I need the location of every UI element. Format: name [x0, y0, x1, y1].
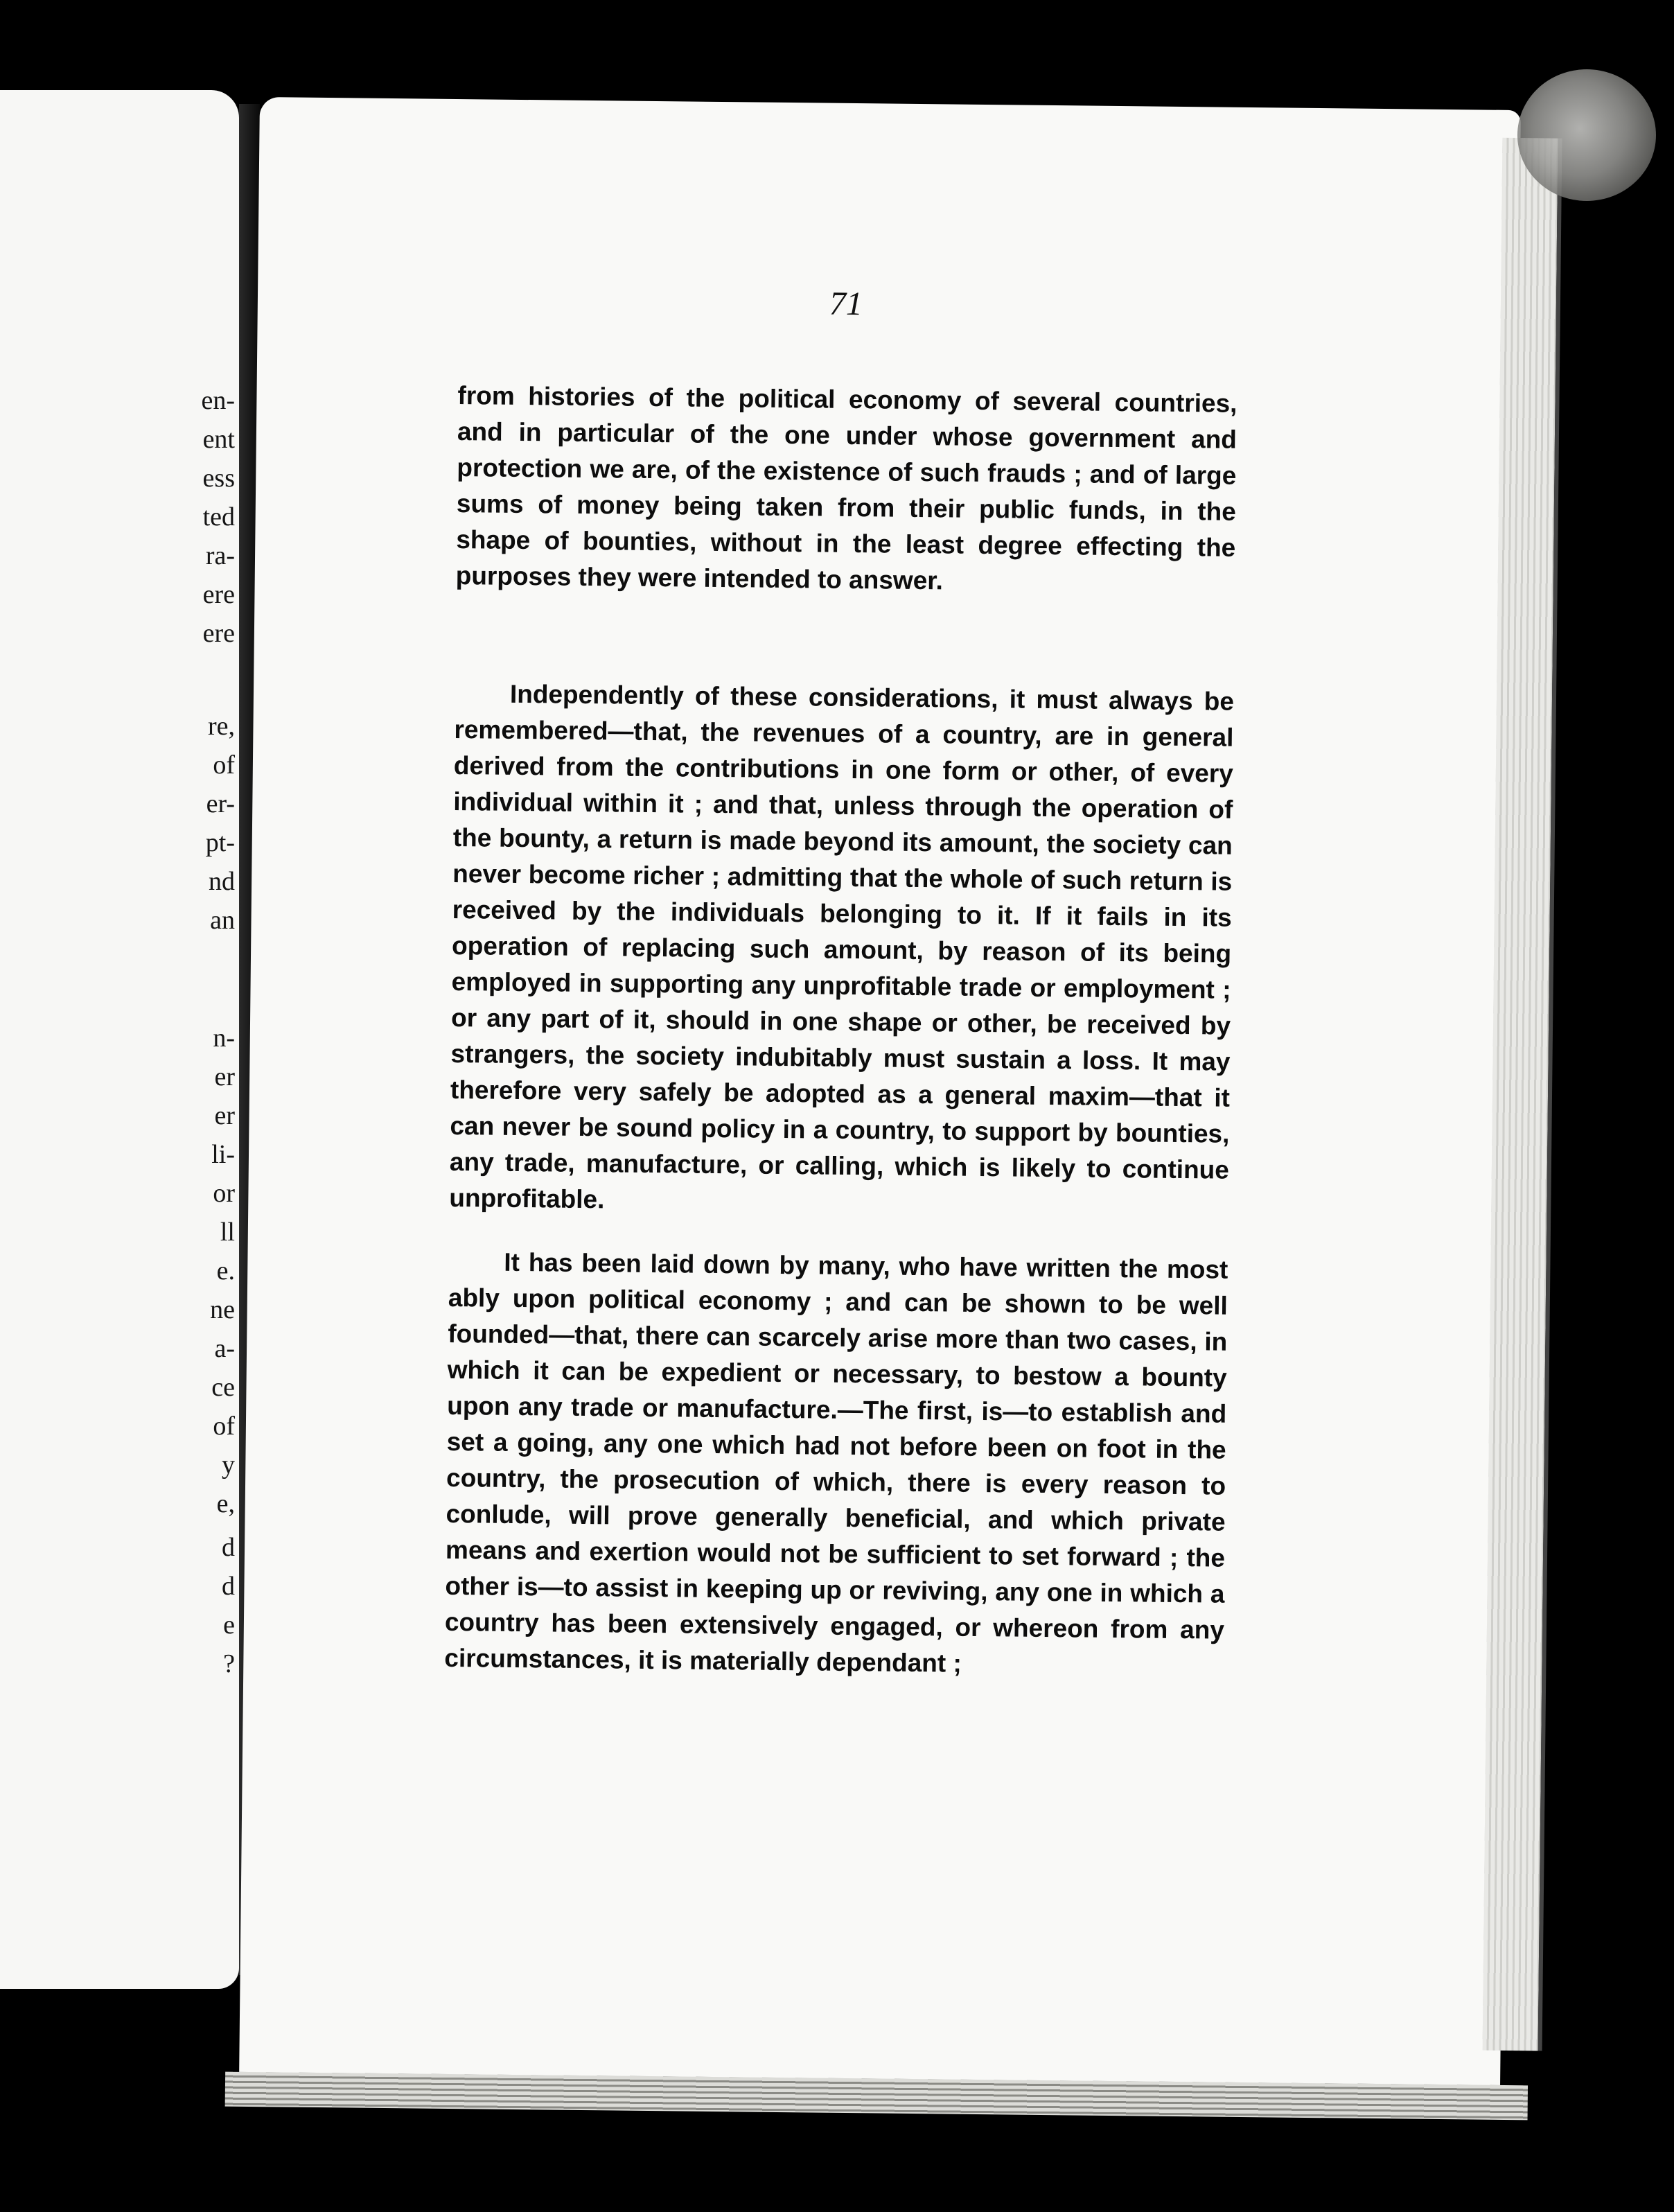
fragment-line: ce	[211, 1373, 235, 1402]
fragment-group-4	[152, 1528, 235, 1683]
fragment-line: pt-	[205, 828, 235, 857]
fragment-line: d	[222, 1533, 235, 1562]
fragment-line: er	[214, 1062, 235, 1091]
fragment-line: ra-	[205, 541, 235, 570]
fragment-group-2	[152, 707, 235, 940]
fragment-line: ne	[210, 1295, 235, 1324]
page-number: 71	[829, 285, 863, 323]
fragment-line: en-	[201, 386, 235, 415]
fragment-line: ent	[202, 425, 235, 454]
fragment-line: er-	[206, 789, 235, 818]
fragment-group-1	[152, 381, 235, 653]
fragment-line: ess	[202, 464, 235, 493]
fragment-line: ll	[220, 1218, 235, 1247]
fragment-line: e	[223, 1610, 235, 1640]
fragment-line: re,	[207, 712, 235, 741]
fragment-line: li-	[211, 1140, 235, 1169]
paragraph-1: from histories of the political economy of several countries, and in particular of the one under whose government and protection we are, of the existence of such frauds ; and of large sums of money being taken from their public funds, in the shape of bounties, without in the least degree effecting the purposes they were intended to answer.	[455, 381, 1237, 595]
fragment-line: n-	[213, 1024, 235, 1053]
fragment-line: er	[214, 1101, 235, 1130]
fragment-line: an	[210, 906, 235, 935]
paragraph-2: Independently of these considerations, it must always be remembered—that, the revenues of a country, are in general derived from the contributions in one form or other, of every individual within it ; and that, unless through the operation of the bounty, a return is made beyond its amount, the society can never become richer ; admitting that the whole of such return is received by the individuals belonging to it. If it fails in its operation of replacing such amount, by reason of its being employed in supporting any unprofitable trade or employment ; or any part of it, should in one shape or other, be received by strangers, the society indubitably must sustain a loss. It may therefore very safely be adopted as a general maxim—that it can never be sound policy in a country, to support by bounties, any trade, manufacture, or calling, which is likely to continue unprofitable.	[449, 679, 1235, 1214]
library-stamp-mark	[1517, 69, 1656, 201]
fragment-line: e.	[216, 1256, 235, 1285]
fragment-line: ted	[202, 502, 235, 532]
fragment-line: ?	[223, 1649, 235, 1678]
fragment-line: nd	[209, 867, 235, 896]
fragment-line: a-	[214, 1334, 235, 1363]
fragment-group-3	[152, 1019, 235, 1523]
fragment-line: of	[213, 1412, 235, 1441]
page-edge-bottom	[225, 2072, 1528, 2121]
right-page	[239, 97, 1521, 2092]
page-edge-right	[1483, 138, 1562, 2051]
fragment-line: y	[222, 1450, 235, 1480]
fragment-line: or	[213, 1179, 235, 1208]
fragment-line: e,	[216, 1489, 235, 1518]
left-facing-page	[0, 90, 239, 1989]
fragment-line: ere	[202, 619, 235, 648]
fragment-line: ere	[202, 580, 235, 609]
fragment-line: of	[213, 750, 235, 780]
paragraph-3: It has been laid down by many, who have written the most ably upon political economy ; and can be shown to be well founded—that, there can scarcely arise more than two cases, in which it can be expedient or necessary, to bestow a bounty upon any trade or manufacture.—The first, is—to establish and set a going, any one which had not before been on foot in the country, the prosecution of which, there is every reason to conlude, will prove generally beneficial, and which private means and exertion would not be sufficient to set forward ; the other is—to assist in keeping up or reviving, any one in which a country has been extensively engaged, or whereon from any circumstances, it is materially dependant ;	[444, 1247, 1228, 1678]
fragment-line: d	[222, 1572, 235, 1601]
